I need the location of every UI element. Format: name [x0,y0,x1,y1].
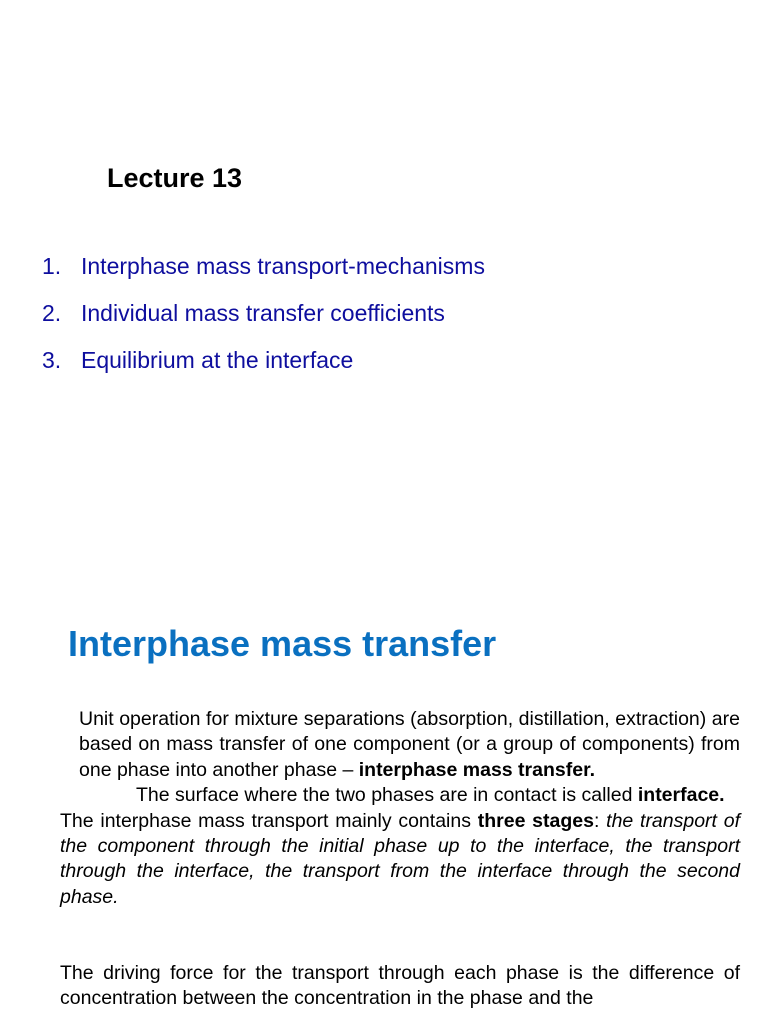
body-text: The driving force for the transport through each phase is the difference of concentration between the concentration in the phase and the [60,962,740,1010]
paragraph-sentence-2 [60,783,740,808]
paragraph-sentence-3 [60,809,740,911]
list-item-label: Interphase mass transport-mechanisms [81,253,485,279]
list-item-label: Individual mass transfer coefficients [81,300,445,326]
section-heading: Interphase mass transfer [68,623,497,664]
topic-list [42,250,485,391]
paragraph-sentence-1 [60,707,740,783]
list-item-number: 3. [42,347,62,373]
body-text: : [593,809,607,832]
body-text: Unit operation for mixture separations (absorption, distillation, extraction) are based on mass transfer of one component (or a group of components) from one phase into another phase – [79,708,740,781]
list-item-label: Equilibrium at the interface [81,347,354,373]
bold-term: three stages [477,809,594,832]
paragraph-driving-force [60,961,740,1012]
italic-text: the transport of the component through the initial phase up to the interface, the transport through the interface, the transport from the interface through the second phase. [60,809,740,908]
paragraph-interphase-intro [60,707,740,910]
body-text: The interphase mass transport mainly contains [60,809,478,832]
list-item [42,250,485,297]
list-item-number: 1. [42,253,62,279]
bold-term: interface. [637,784,725,807]
lecture-title: Lecture 13 [107,163,243,193]
list-item [42,297,485,344]
bold-term: interphase mass transfer. [358,758,596,781]
body-text: The surface where the two phases are in contact is called [136,784,638,807]
list-item-number: 2. [42,300,62,326]
list-item [42,344,485,391]
